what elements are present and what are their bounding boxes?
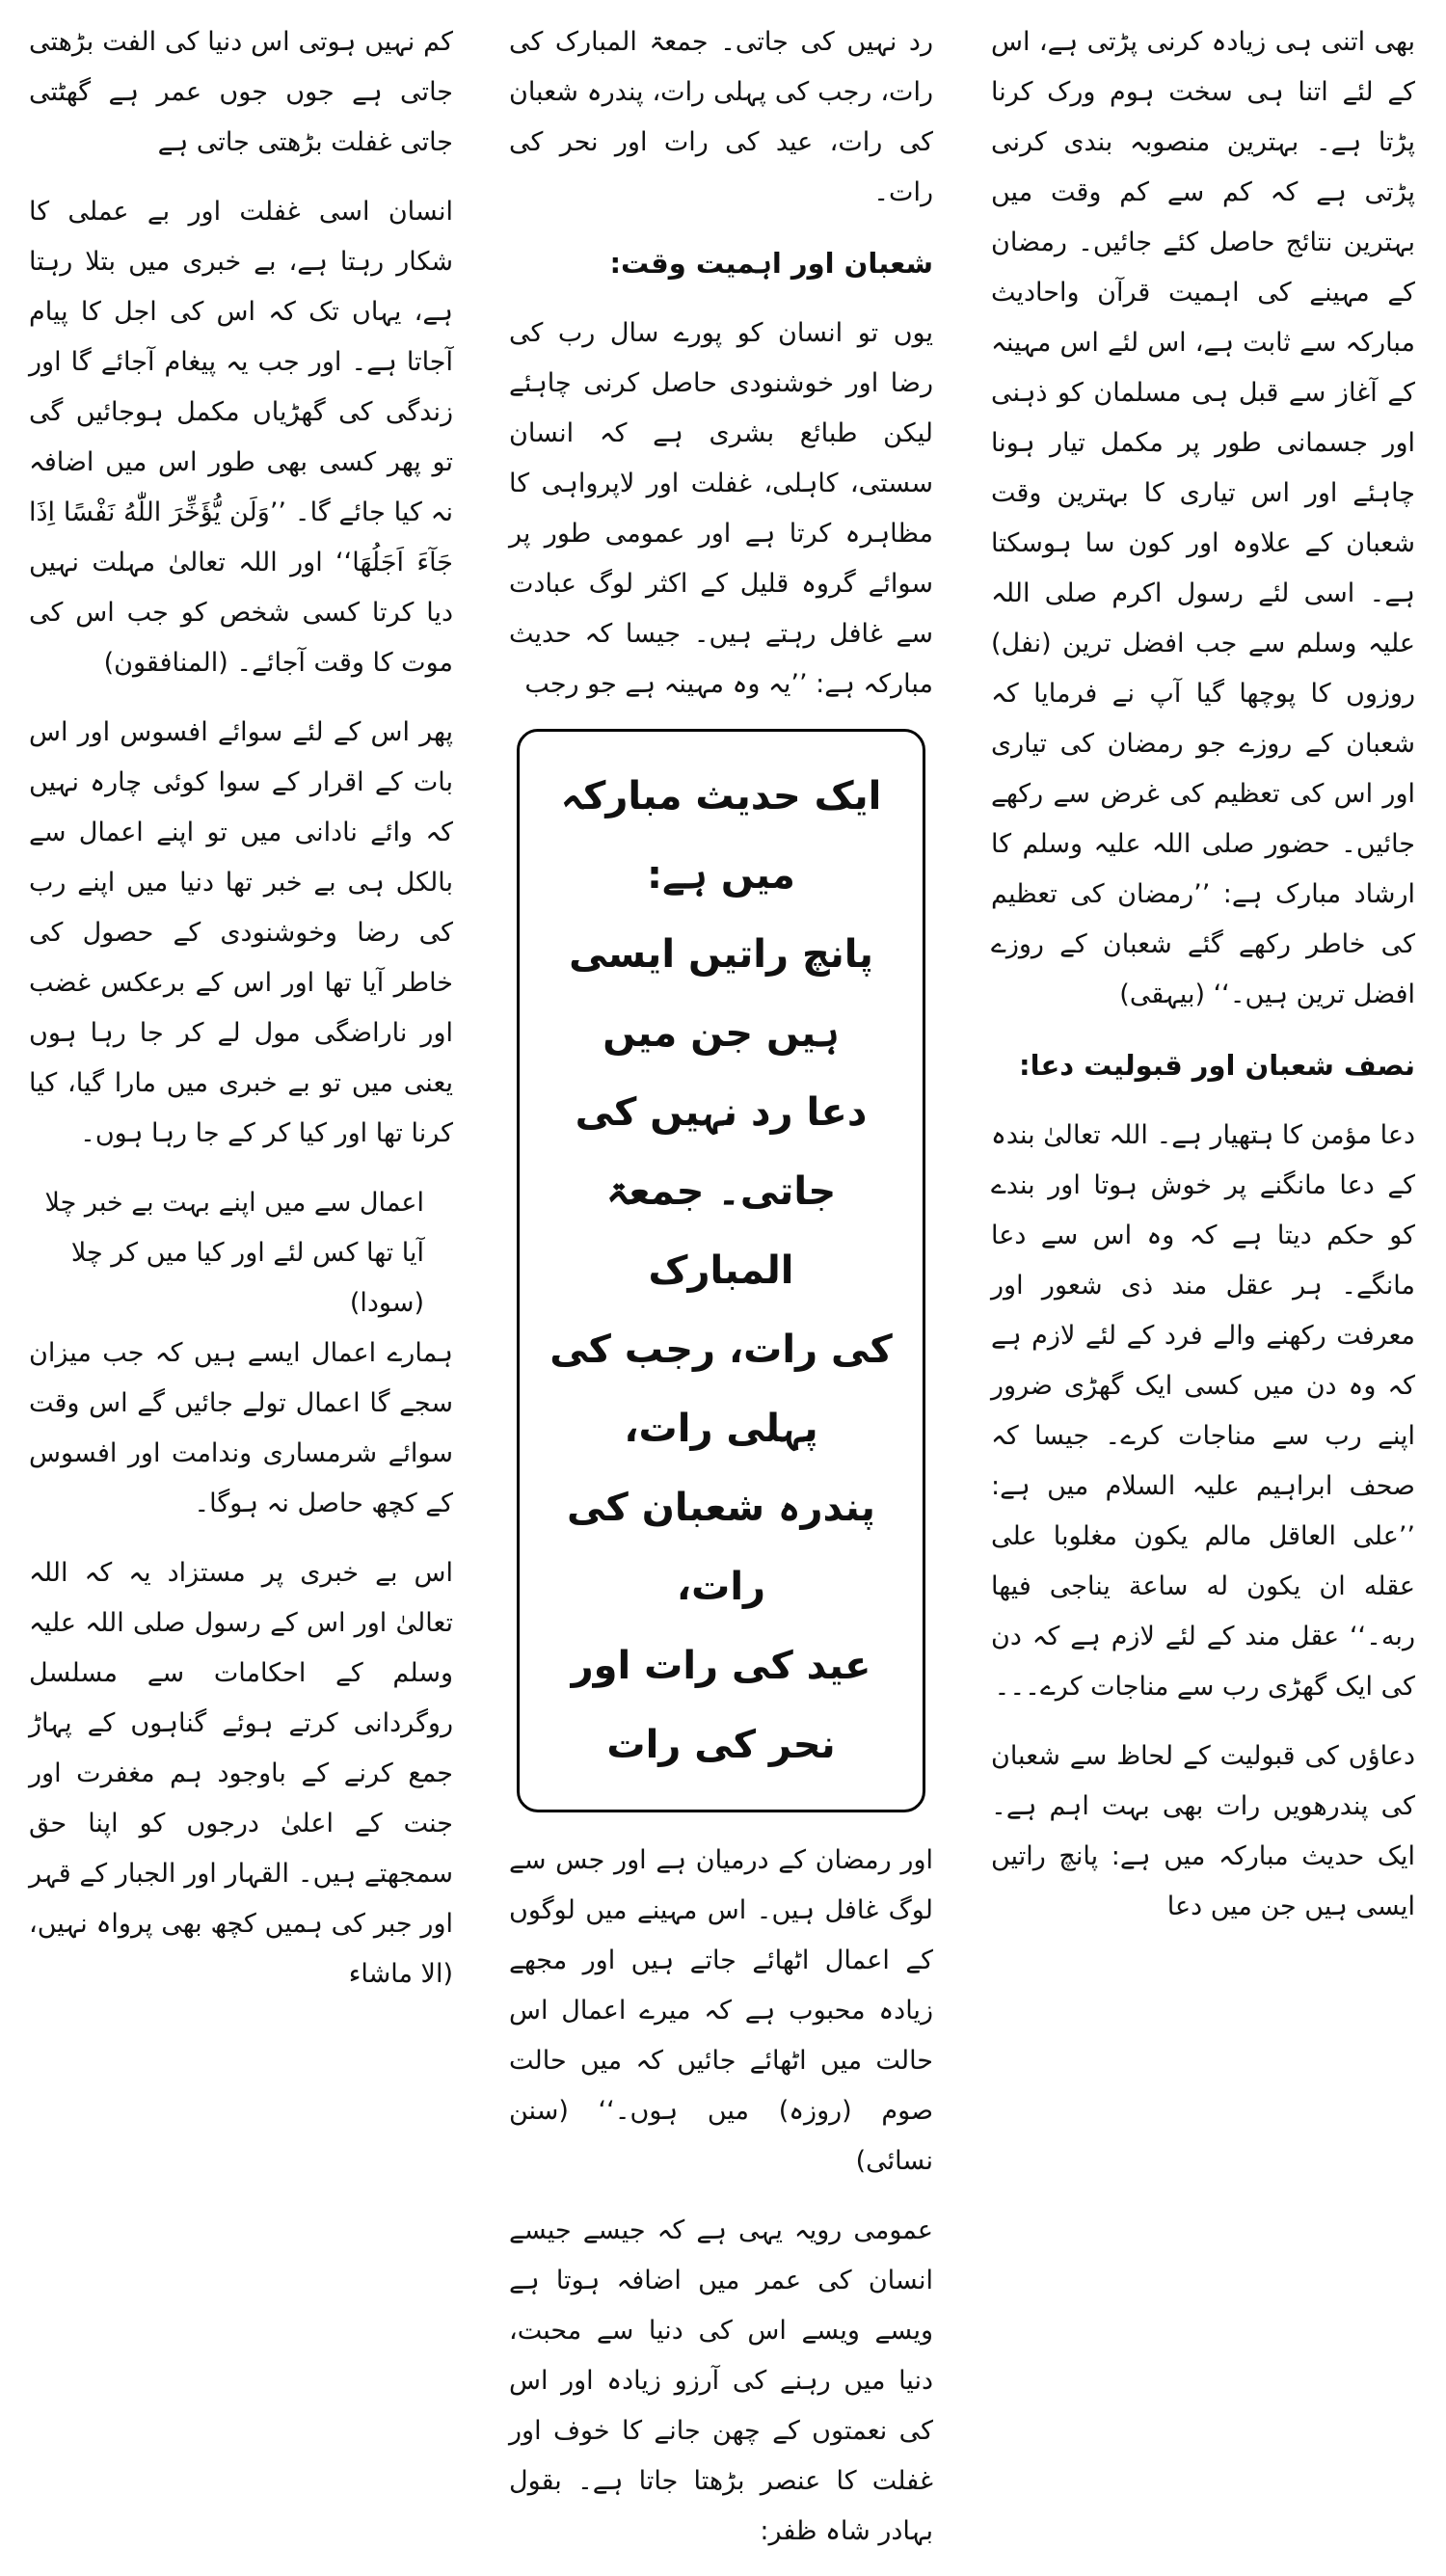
middle-column-bottom-text: [509, 1836, 933, 2557]
body-paragraph: اور رمضان کے درمیان ہے اور جس سے لوگ غافل ہیں۔ اس مہینے میں لوگوں کے اعمال اٹھائے جاتے ہیں اور مجھے زیادہ محبوب ہے کہ میرے اعمال اس حالت میں اٹھائے جائیں کہ میں حالت صوم (روزہ) میں ہوں۔‘‘ (سنن نسائی): [509, 1845, 933, 2176]
callout-line: ایک حدیث مبارکہ میں ہے:: [560, 774, 882, 898]
article-column-right: [991, 17, 1415, 1951]
callout-line: پانچ راتیں ایسی ہیں جن میں: [569, 932, 873, 1056]
body-paragraph: اس بے خبری پر مستزاد یہ کہ اللہ تعالیٰ اور اس کے رسول صلی اللہ علیہ وسلم کے احکامات سے مسلسل روگردانی کرتے ہوئے گناہوں کے پہاڑ جمع کرنے کے باوجود ہم مغفرت اور جنت کے اعلیٰ درجوں کو اپنا حق سمجھتے ہیں۔ القہار اور الجبار کے قہر اور جبر کی ہمیں کچھ بھی پرواہ نہیں، (الا ماشاء: [29, 1558, 453, 1989]
hadith-callout-box: [517, 729, 925, 1812]
body-paragraph: پھر اس کے لئے سوائے افسوس اور اس بات کے اقرار کے سوا کوئی چارہ نہیں کہ وائے نادانی میں تو اپنے اعمال سے بالکل ہی بے خبر تھا دنیا میں اپنے رب کی رضا وخوشنودی کے حصول کی خاطر آیا تھا اور اس کے برعکس غضب اور ناراضگی مول لے کر جا رہا ہوں یعنی میں تو بے خبری میں مارا گیا، کیا کرنا تھا اور کیا کر کے جا رہا ہوں۔: [29, 717, 453, 1148]
section-heading: نصف شعبان اور قبولیت دعا:: [1018, 1049, 1415, 1082]
section-heading: شعبان اور اہمیت وقت:: [609, 247, 933, 280]
poetry-verse: آیا تھا کس لئے اور کیا میں کر چلا: [70, 1238, 424, 1268]
body-paragraph: بھی اتنی ہی زیادہ کرنی پڑتی ہے، اس کے لئے اتنا ہی سخت ہوم ورک کرنا پڑتا ہے۔ بہترین منصوبہ بندی کرنی پڑتی ہے کہ کم سے کم وقت میں بہترین نتائج حاصل کئے جائیں۔ رمضان کے مہینے کی اہمیت قرآن واحادیث مبارکہ سے ثابت ہے، اس لئے اس مہینہ کے آغاز سے قبل ہی مسلمان کو ذہنی اور جسمانی طور پر مکمل تیار ہونا چاہئے اور اس تیاری کا بہترین وقت شعبان کے علاوہ اور کون سا ہوسکتا ہے۔ اسی لئے رسول اکرم صلی اللہ علیہ وسلم سے جب افضل ترین (نفل) روزوں کا پوچھا گیا آپ نے فرمایا کہ شعبان کے روزے جو رمضان کی تیاری اور اس کی تعظیم کی غرض سے رکھے جائیں۔ حضور صلی اللہ علیہ وسلم کا ارشاد مبارک ہے: ’’رمضان کی تعظیم کی خاطر رکھے گئے شعبان کے روزے افضل ترین ہیں۔‘‘ (بیہقی): [991, 27, 1415, 1009]
callout-line: پندرہ شعبان کی رات،: [567, 1486, 875, 1609]
body-paragraph: کم نہیں ہوتی اس دنیا کی الفت بڑھتی جاتی ہے جوں جوں عمر ہے گھٹتی جاتی غفلت بڑھتی جاتی ہے: [29, 27, 453, 157]
poetry-verse: (سودا): [349, 1288, 424, 1318]
body-paragraph: یوں تو انسان کو پورے سال رب کی رضا اور خوشنودی حاصل کرنی چاہئے لیکن طبائع بشری ہے کہ انسان سستی، کاہلی، غفلت اور لاپرواہی کا مظاہرہ کرتا ہے اور عمومی طور پر سوائے گروہ قلیل کے اکثر لوگ عبادت سے غافل رہتے ہیں۔ جیسا کہ حدیث مبارکہ ہے: ’’یہ وہ مہینہ ہے جو رجب: [509, 318, 933, 699]
article-column-middle: [509, 17, 933, 2576]
body-paragraph: انسان اسی غفلت اور بے عملی کا شکار رہتا ہے، بے خبری میں بتلا رہتا ہے، یہاں تک کہ اس کی اجل کا پیام آجاتا ہے۔ اور جب یہ پیغام آجائے گا اور زندگی کی گھڑیاں مکمل ہوجائیں گی تو پھر کسی بھی طور اس میں اضافہ نہ کیا جائے گا۔ ’’وَلَن يُّؤَخِّرَ اللّٰهُ نَفْسًا اِذَا جَآءَ اَجَلُهَا‘‘ اور اللہ تعالیٰ مہلت نہیں دیا کرتا کسی شخص کو جب اس کی موت کا وقت آجائے۔ (المنافقون): [29, 197, 453, 678]
article-column-left: [29, 17, 453, 2019]
body-paragraph: دعاؤں کی قبولیت کے لحاظ سے شعبان کی پندرھویں رات بھی بہت اہم ہے۔ ایک حدیث مبارکہ میں ہے: پانچ راتیں ایسی ہیں جن میں دعا: [991, 1741, 1415, 1921]
poetry-verse: اعمال سے میں اپنے بہت بے خبر چلا: [44, 1188, 424, 1218]
middle-column-top-text: [509, 17, 933, 710]
body-paragraph: رد نہیں کی جاتی۔ جمعۃ المبارک کی رات، رجب کی پہلی رات، پندرہ شعبان کی رات، عید کی رات اور نحر کی رات۔: [509, 27, 933, 207]
body-paragraph: عمومی رویہ یہی ہے کہ جیسے جیسے انسان کی عمر میں اضافہ ہوتا ہے ویسے ویسے اس کی دنیا سے محبت، دنیا میں رہنے کی آرزو زیادہ اور اس کی نعمتوں کے چھن جانے کا خوف اور غفلت کا عنصر بڑھتا جاتا ہے۔ بقول بہادر شاہ ظفر:: [509, 2215, 933, 2546]
callout-line: کی رات، رجب کی پہلی رات،: [549, 1328, 893, 1451]
body-paragraph: ہمارے اعمال ایسے ہیں کہ جب میزان سجے گا اعمال تولے جائیں گے اس وقت سوائے شرمساری وندامت اور افسوس کے کچھ حاصل نہ ہوگا۔: [29, 1338, 453, 1518]
callout-line: دعا رد نہیں کی جاتی۔ جمعۃ المبارک: [575, 1090, 868, 1293]
callout-line: عید کی رات اور نحر کی رات: [571, 1644, 871, 1767]
body-paragraph: دعا مؤمن کا ہتھیار ہے۔ اللہ تعالیٰ بندہ کے دعا مانگنے پر خوش ہوتا اور بندے کو حکم دیتا ہے کہ وہ اس سے دعا مانگے۔ ہر عقل مند ذی شعور اور معرفت رکھنے والے فرد کے لئے لازم ہے کہ وہ دن میں کسی ایک گھڑی ضرور اپنے رب سے مناجات کرے۔ جیسا کہ صحف ابراہیم علیہ السلام میں ہے: ’’على العاقل مالم يكون مغلوبا على عقله ان يكون له ساعة يناجى فيها ربه۔‘‘ عقل مند کے لئے لازم ہے کہ دن کی ایک گھڑی رب سے مناجات کرے۔۔۔: [991, 1120, 1415, 1702]
